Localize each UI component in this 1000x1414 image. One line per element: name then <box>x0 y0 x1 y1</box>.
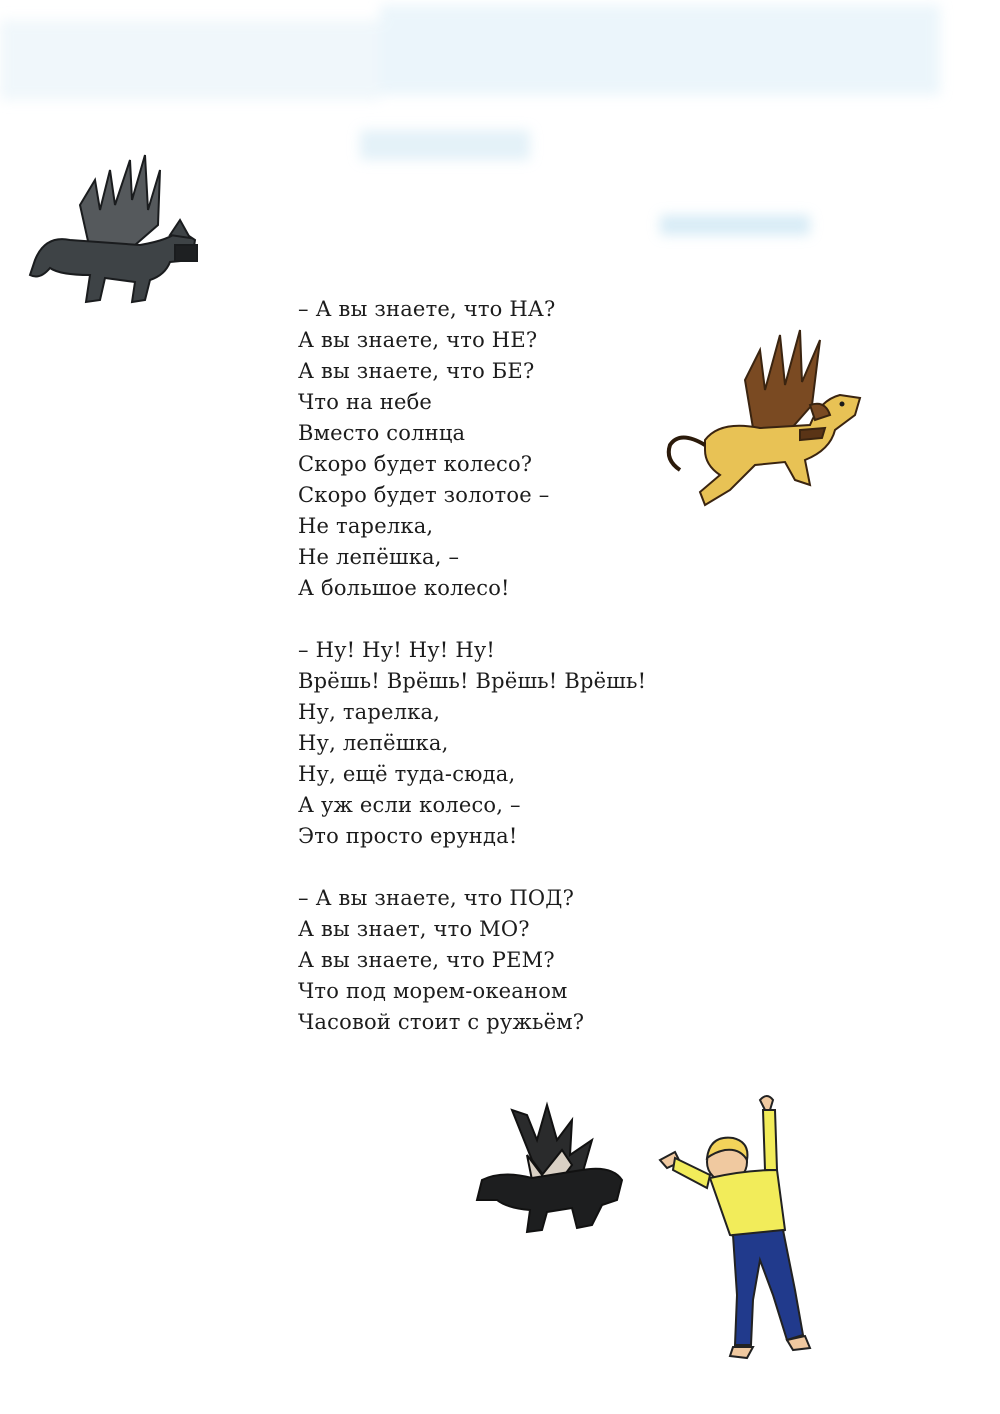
poem-line: А уж если колесо, – <box>298 793 521 817</box>
poem-line: Ну, лепёшка, <box>298 731 449 755</box>
poem-stanza-2 <box>298 635 646 852</box>
winged-black-dog-illustration <box>472 1100 632 1240</box>
poem-line: Врёшь! Врёшь! Врёшь! Врёшь! <box>298 669 647 693</box>
poem-line: – А вы знаете, что ПОД? <box>298 886 575 910</box>
poem-line: Скоро будет колесо? <box>298 452 533 476</box>
poem-line: А вы знаете, что НЕ? <box>298 328 538 352</box>
poem-line: Не лепёшка, – <box>298 545 460 569</box>
poem-line: А вы знает, что МО? <box>298 917 530 941</box>
poem-line: Скоро будет золотое – <box>298 483 550 507</box>
poem-line: Ну, ещё туда-сюда, <box>298 762 516 786</box>
poem-line: Часовой стоит с ружьём? <box>298 1010 585 1034</box>
jumping-boy-illustration <box>655 1090 815 1360</box>
winged-scottie-dog-illustration <box>20 150 200 310</box>
poem-line: Не тарелка, <box>298 514 434 538</box>
poem-line: – Ну! Ну! Ну! Ну! <box>298 638 496 662</box>
poem-stanza-1 <box>298 294 646 604</box>
poem-line: А вы знаете, что БЕ? <box>298 359 535 383</box>
poem-line: – А вы знаете, что НА? <box>298 297 556 321</box>
poem-line: Что на небе <box>298 390 433 414</box>
poem-line: Что под морем-океаном <box>298 979 568 1003</box>
poem-line: А большое колесо! <box>298 576 510 600</box>
poem-line: Это просто ерунда! <box>298 824 518 848</box>
poem-stanza-3 <box>298 883 646 1038</box>
poem-line: А вы знаете, что РЕМ? <box>298 948 555 972</box>
winged-dachshund-illustration <box>660 320 870 530</box>
poem-line: Ну, тарелка, <box>298 700 441 724</box>
poem <box>298 294 646 1069</box>
poem-line: Вместо солнца <box>298 421 466 445</box>
